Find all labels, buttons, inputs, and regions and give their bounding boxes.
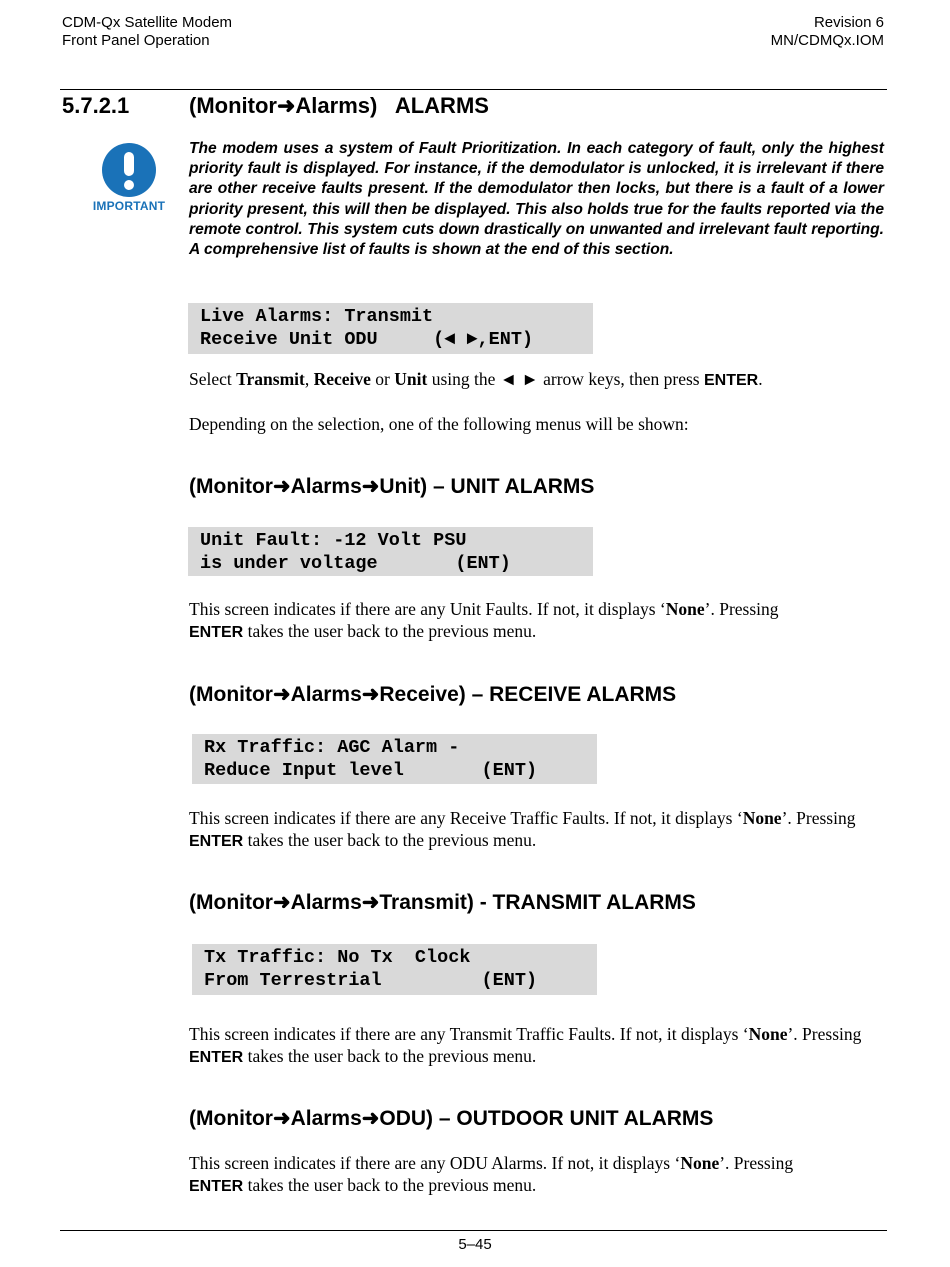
lcd-line-2: Reduce Input level (ENT) <box>204 760 538 781</box>
unit-alarms-heading: (Monitor➜Alarms➜Unit) – UNIT ALARMS <box>189 475 595 498</box>
section-number: 5.7.2.1 <box>62 93 130 118</box>
enter-key-term: ENTER <box>704 372 759 389</box>
document-title: CDM-Qx Satellite Modem <box>62 14 233 31</box>
unit-alarms-description: This screen indicates if there are any Unit Faults. If not, it displays ‘None’. Pressing ENTER takes the user back to the previous menu. <box>189 599 779 641</box>
lcd-line-1: Unit Fault: -12 Volt PSU <box>200 530 467 551</box>
enter-key-term: ENTER <box>189 833 244 850</box>
lcd-display-rx-traffic <box>192 734 597 784</box>
important-callout <box>90 143 168 213</box>
receive-alarms-description: This screen indicates if there are any Receive Traffic Faults. If not, it displays ‘None’. Pressing ENTER takes the user back to the previous menu. <box>189 808 856 850</box>
lcd-line-2: Receive Unit ODU (◄ ►,ENT) <box>200 329 534 350</box>
important-label: IMPORTANT <box>92 199 166 213</box>
section-title: (Monitor➜Alarms) ALARMS <box>189 93 489 118</box>
page-number: 5–45 <box>458 1236 492 1253</box>
none-term: None <box>665 599 705 619</box>
none-term: None <box>742 808 782 828</box>
receive-term: Receive <box>313 369 371 389</box>
chapter-title: Front Panel Operation <box>62 32 210 49</box>
lcd-line-1: Tx Traffic: No Tx Clock <box>204 947 471 968</box>
none-term: None <box>680 1153 720 1173</box>
lcd-line-1: Rx Traffic: AGC Alarm - <box>204 737 460 758</box>
none-term: None <box>748 1024 788 1044</box>
select-instruction: Select Transmit, Receive or Unit using the ◄ ► arrow keys, then press ENTER. <box>189 369 763 389</box>
odu-alarms-heading: (Monitor➜Alarms➜ODU) – OUTDOOR UNIT ALARMS <box>189 1107 714 1130</box>
exclamation-circle-icon <box>102 143 156 197</box>
revision-label: Revision 6 <box>813 14 884 31</box>
transmit-term: Transmit <box>236 369 305 389</box>
enter-key-term: ENTER <box>189 624 244 641</box>
transmit-alarms-description: This screen indicates if there are any Transmit Traffic Faults. If not, it displays ‘None’. Pressing ENTER takes the user back to the previous menu. <box>189 1024 862 1066</box>
selection-note: Depending on the selection, one of the following menus will be shown: <box>189 414 689 434</box>
page-header-right <box>771 14 884 50</box>
footer-rule <box>60 1230 887 1231</box>
lcd-display-tx-traffic <box>192 944 597 995</box>
receive-alarms-heading: (Monitor➜Alarms➜Receive) – RECEIVE ALARMS <box>189 683 677 706</box>
enter-key-term: ENTER <box>189 1049 244 1066</box>
unit-term: Unit <box>394 369 428 389</box>
lcd-display-unit-fault <box>188 527 593 576</box>
transmit-alarms-heading: (Monitor➜Alarms➜Transmit) - TRANSMIT ALARMS <box>189 891 696 914</box>
odu-alarms-description: This screen indicates if there are any ODU Alarms. If not, it displays ‘None’. Pressing ENTER takes the user back to the previous menu. <box>189 1153 794 1195</box>
lcd-line-2: From Terrestrial (ENT) <box>204 970 538 991</box>
document-number: MN/CDMQx.IOM <box>770 32 884 49</box>
lcd-line-2: is under voltage (ENT) <box>200 553 511 574</box>
important-note-text: The modem uses a system of Fault Prioritization. In each category of fault, only the highest priority fault is displayed. For instance, if the demodulator is unlocked, it is irrelevant if there are other receive faults present. If the demodulator then locks, but there is a fault of a lower priority present, this will then be displayed. This also holds true for the faults reported via the remote control. This system cuts down drastically on unwanted and irrelevant fault reporting. A comprehensive list of faults is shown at the end of this section. <box>189 140 884 259</box>
lcd-line-1: Live Alarms: Transmit <box>200 306 434 327</box>
header-rule <box>60 89 887 90</box>
page-header-left <box>62 14 232 50</box>
enter-key-term: ENTER <box>189 1178 244 1195</box>
lcd-display-live-alarms <box>188 303 593 354</box>
